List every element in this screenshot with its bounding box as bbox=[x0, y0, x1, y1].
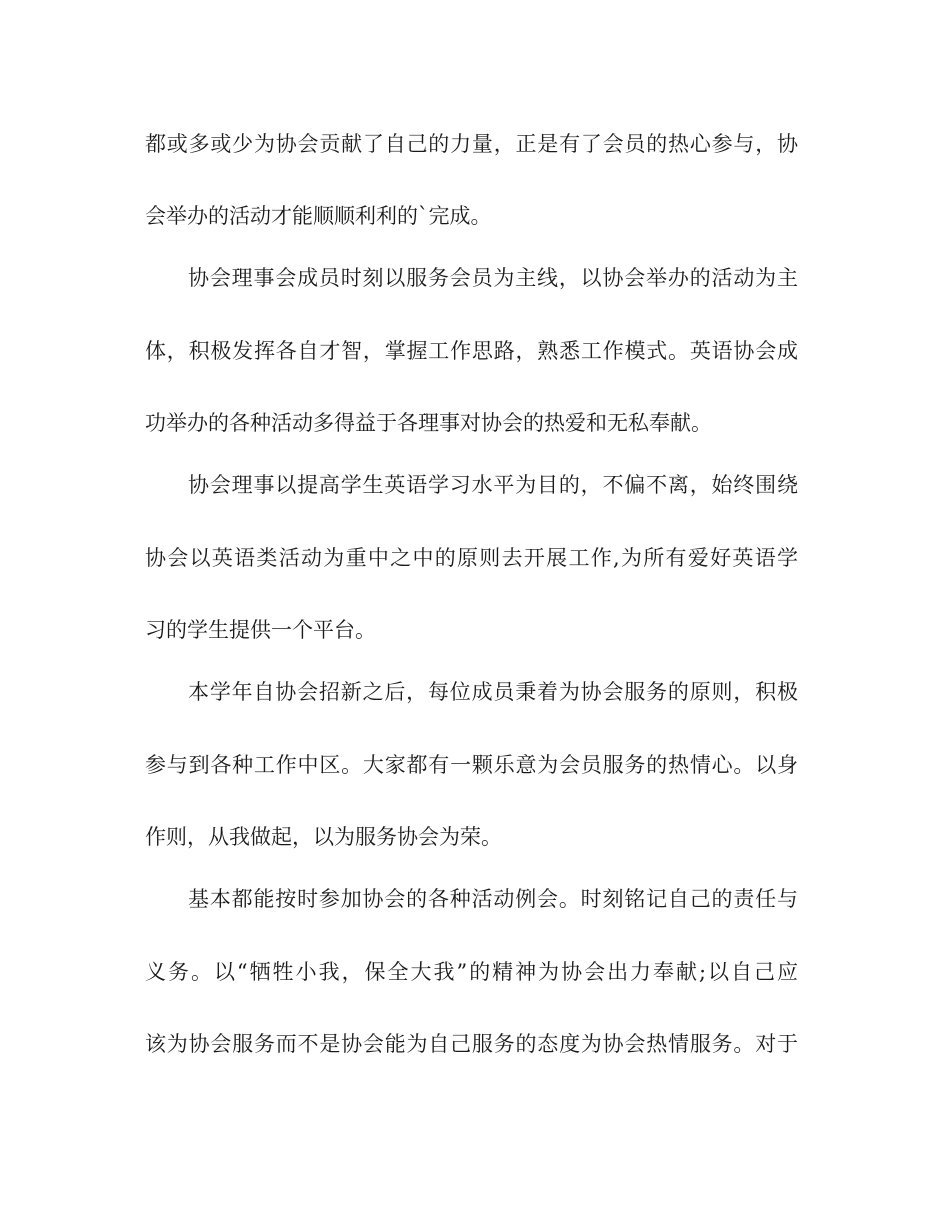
text-line-content: 会举办的活动才能顺顺利利的`完成。 bbox=[145, 204, 492, 228]
text-line-content: 作则，从我做起，以为服务协会为荣。 bbox=[145, 825, 502, 849]
text-line bbox=[0, 817, 950, 857]
text-line bbox=[0, 465, 950, 505]
text-line bbox=[0, 672, 950, 712]
text-line-content: 习的学生提供一个平台。 bbox=[145, 618, 376, 642]
text-line bbox=[0, 538, 950, 578]
text-line-content: 协会理事以提高学生英语学习水平为目的，不偏不离，始终围绕 bbox=[188, 473, 798, 497]
text-line-content: 本学年自协会招新之后，每位成员秉着为协会服务的原则，积极 bbox=[188, 680, 798, 704]
text-line bbox=[0, 1024, 950, 1064]
text-line-content: 体，积极发挥各自才智，掌握工作思路，熟悉工作模式。英语协会成 bbox=[145, 339, 798, 363]
text-line-content: 参与到各种工作中区。大家都有一颗乐意为会员服务的热情心。以身 bbox=[145, 753, 798, 777]
text-line-content: 都或多或少为协会贡献了自己的力量，正是有了会员的热心参与，协 bbox=[145, 132, 798, 156]
text-line-content: 协会以英语类活动为重中之中的原则去开展工作,为所有爱好英语学 bbox=[145, 546, 798, 570]
text-line-content: 功举办的各种活动多得益于各理事对协会的热爱和无私奉献。 bbox=[145, 411, 712, 435]
text-line-content: 该为协会服务而不是协会能为自己服务的态度为协会热情服务。对于 bbox=[145, 1032, 798, 1056]
text-line bbox=[0, 403, 950, 443]
text-line bbox=[0, 952, 950, 992]
text-line-content: 基本都能按时参加协会的各种活动例会。时刻铭记自己的责任与 bbox=[188, 887, 798, 911]
text-line bbox=[0, 610, 950, 650]
text-line bbox=[0, 745, 950, 785]
text-line bbox=[0, 124, 950, 164]
text-line bbox=[0, 879, 950, 919]
text-line-content: 义务。以“牺牲小我，保全大我”的精神为协会出力奉献;以自己应 bbox=[145, 960, 798, 984]
text-line bbox=[0, 258, 950, 298]
text-line bbox=[0, 331, 950, 371]
text-line bbox=[0, 196, 950, 236]
text-line-content: 协会理事会成员时刻以服务会员为主线，以协会举办的活动为主 bbox=[188, 266, 798, 290]
